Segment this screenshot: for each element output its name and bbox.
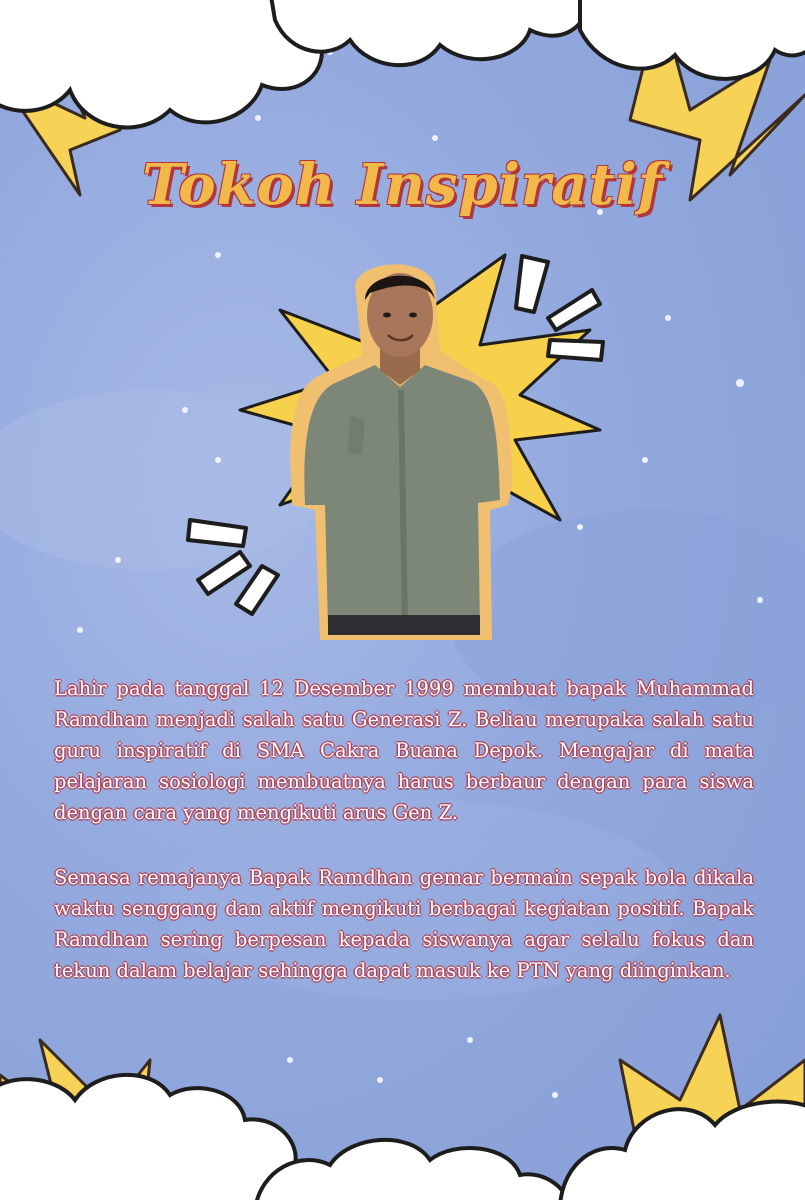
page-title: Tokoh Inspiratif	[142, 152, 663, 218]
bio-paragraph-2: Semasa remajanya Bapak Ramdhan gemar bermain sepak bola dikala waktu senggang dan aktif mengikuti berbagai kegiatan positif. Bapak Ramdhan sering berpesan kepada siswanya agar selalu fokus dan tekun dalam belajar sehingga dapat masuk ke PTN yang diinginkan.	[54, 866, 754, 982]
bio-paragraph-1: Lahir pada tanggal 12 Desember 1999 membuat bapak Muhammad Ramdhan menjadi salah satu Generasi Z. Beliau merupaka salah satu guru inspiratif di SMA Cakra Buana Depok. Mengajar di mata pelajaran sosiologi membuatnya harus berbaur dengan para siswa dengan cara yang mengikuti arus Gen Z.	[54, 677, 754, 824]
teacher-photo	[280, 255, 520, 645]
